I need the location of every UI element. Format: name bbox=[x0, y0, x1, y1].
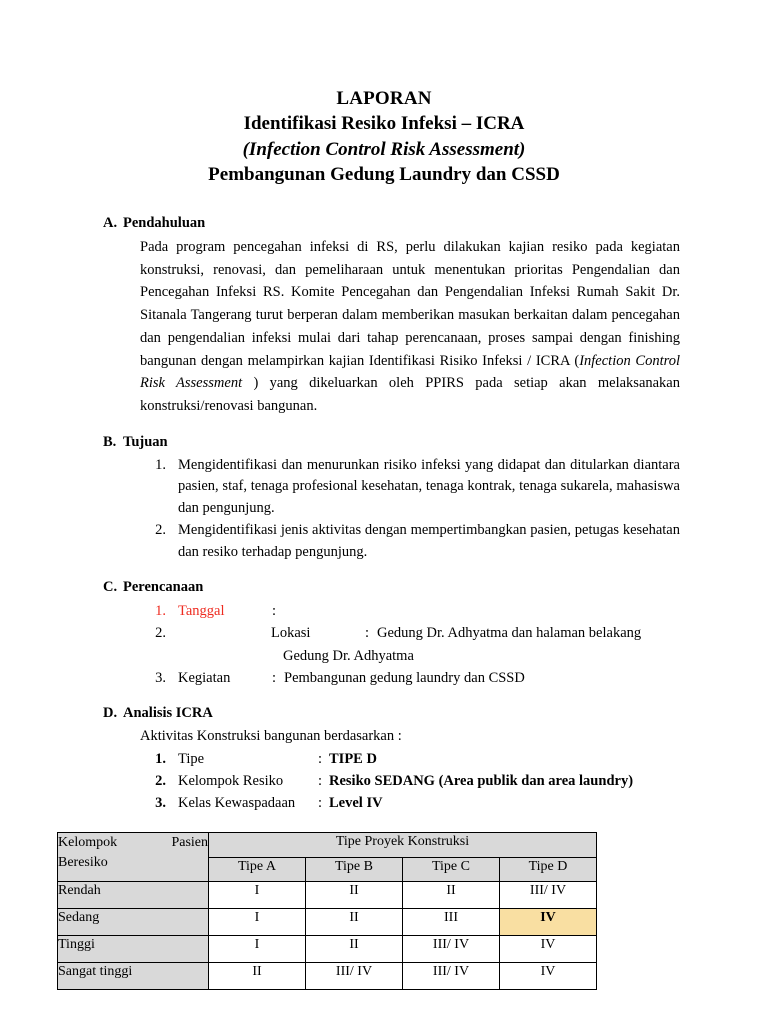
section-b-heading bbox=[103, 432, 680, 454]
table-cell: III/ IV bbox=[403, 963, 500, 990]
title-line-english: (Infection Control Risk Assessment) bbox=[242, 138, 526, 160]
table-group-header: Tipe Proyek Konstruksi bbox=[209, 833, 597, 858]
plan-row-label: Lokasi bbox=[271, 625, 311, 642]
table-row bbox=[58, 963, 597, 990]
table-cell: III/ IV bbox=[306, 963, 403, 990]
table-cell: II bbox=[403, 882, 500, 909]
table-row bbox=[58, 936, 597, 963]
plan-row-label: Tanggal bbox=[178, 603, 225, 620]
document-body bbox=[0, 213, 768, 814]
section-c-list bbox=[140, 600, 680, 689]
plan-row-lokasi-continuation: Gedung Dr. Adhyatma bbox=[283, 647, 414, 664]
list-item-text: Mengidentifikasi jenis aktivitas dengan mempertimbangkan pasien, petugas kesehatan dan resiko terhadap pengunjung. bbox=[178, 521, 680, 560]
section-tujuan bbox=[103, 432, 680, 564]
table-row bbox=[58, 909, 597, 936]
section-b-letter: B. bbox=[103, 433, 117, 450]
section-d-heading bbox=[103, 703, 680, 725]
plan-row-index: 2. bbox=[155, 625, 166, 642]
plan-row-value: Gedung Dr. Adhyatma dan halaman belakang bbox=[377, 625, 642, 642]
list-item bbox=[140, 520, 680, 564]
section-perencanaan bbox=[103, 577, 680, 689]
table-cell-highlighted: IV bbox=[500, 909, 597, 936]
list-item-text: Mengidentifikasi dan menurunkan risiko infeksi yang didapat dan ditularkan diantara pasien, staf, tenaga profesional kesehatan, tenaga kontrak, tenaga sukarela, mahasiswa dan pengunjung. bbox=[178, 456, 680, 517]
table-row-label-sedang: Sedang bbox=[58, 909, 209, 936]
analysis-row-index: 1. bbox=[155, 750, 166, 767]
section-analisis-icra bbox=[103, 703, 680, 814]
list-item-index: 1. bbox=[155, 456, 166, 473]
plan-row-colon: : bbox=[272, 670, 277, 687]
title-line-laporan: LAPORAN bbox=[336, 88, 432, 109]
table-row bbox=[58, 882, 597, 909]
analysis-row-kelompok-resiko bbox=[140, 770, 680, 792]
section-a-letter: A. bbox=[103, 215, 118, 232]
section-b-title: Tujuan bbox=[123, 433, 168, 450]
analysis-row-value: TIPE D bbox=[329, 750, 377, 767]
table-column-header-tipe-a: Tipe A bbox=[209, 857, 306, 882]
section-d-letter: D. bbox=[103, 705, 118, 722]
analysis-row-label: Tipe bbox=[178, 750, 205, 767]
table-cell: III/ IV bbox=[403, 936, 500, 963]
title-line-subject: Identifikasi Resiko Infeksi – ICRA bbox=[243, 113, 525, 135]
section-c-heading bbox=[103, 577, 680, 599]
table-cell: IV bbox=[500, 936, 597, 963]
section-c-title: Perencanaan bbox=[123, 579, 204, 596]
plan-row-index: 1. bbox=[155, 603, 166, 620]
table-corner-header: Kelompok Pasien Beresiko bbox=[58, 833, 209, 882]
plan-row-index: 3. bbox=[155, 670, 166, 687]
table-row-label-sangat-tinggi: Sangat tinggi bbox=[58, 963, 209, 990]
analysis-row-colon: : bbox=[318, 750, 323, 767]
plan-row-colon: : bbox=[272, 603, 277, 620]
analysis-row-label: Kelompok Resiko bbox=[178, 773, 284, 790]
plan-row-lokasi bbox=[140, 622, 680, 644]
plan-row-label: Kegiatan bbox=[178, 670, 231, 687]
analysis-row-label: Kelas Kewaspadaan bbox=[178, 795, 296, 812]
table-column-header-tipe-d: Tipe D bbox=[500, 857, 597, 882]
plan-row-tanggal bbox=[140, 600, 680, 622]
list-item bbox=[140, 455, 680, 520]
section-a-title: Pendahuluan bbox=[123, 215, 206, 232]
icra-matrix-table bbox=[57, 832, 597, 990]
table-cell: II bbox=[306, 882, 403, 909]
analysis-row-index: 3. bbox=[155, 795, 166, 812]
table-cell: II bbox=[306, 936, 403, 963]
plan-row-value: Pembangunan gedung laundry dan CSSD bbox=[284, 670, 525, 687]
table-row-label-tinggi: Tinggi bbox=[58, 936, 209, 963]
section-pendahuluan bbox=[103, 213, 680, 418]
icra-matrix-table-wrapper bbox=[57, 832, 597, 990]
table-cell: I bbox=[209, 936, 306, 963]
table-cell: I bbox=[209, 882, 306, 909]
analysis-row-colon: : bbox=[318, 773, 323, 790]
section-a-text-2: ) yang dikeluarkan oleh PPIRS pada setiap akan melaksanakan konstruksi/renovasi bangunan. bbox=[140, 375, 680, 415]
table-column-header-tipe-b: Tipe B bbox=[306, 857, 403, 882]
analysis-row-kelas-kewaspadaan bbox=[140, 792, 680, 814]
analysis-row-colon: : bbox=[318, 795, 323, 812]
table-column-header-tipe-c: Tipe C bbox=[403, 857, 500, 882]
analysis-row-tipe bbox=[140, 748, 680, 770]
plan-row-colon: : bbox=[365, 625, 370, 642]
table-cell: III/ IV bbox=[500, 882, 597, 909]
section-b-list bbox=[140, 455, 680, 564]
section-d-list bbox=[140, 748, 680, 815]
section-a-text-italic: Infection Control Risk Assessment bbox=[140, 352, 681, 392]
plan-row-kegiatan bbox=[140, 667, 680, 689]
section-c-letter: C. bbox=[103, 579, 118, 596]
section-a-paragraph bbox=[140, 236, 680, 418]
analysis-row-value: Resiko SEDANG (Area publik dan area laundry) bbox=[329, 773, 634, 790]
table-cell: II bbox=[209, 963, 306, 990]
document-title-block bbox=[0, 0, 768, 187]
table-cell: I bbox=[209, 909, 306, 936]
list-item-index: 2. bbox=[155, 521, 166, 538]
section-d-title: Analisis ICRA bbox=[123, 705, 213, 722]
table-cell: IV bbox=[500, 963, 597, 990]
title-line-project: Pembangunan Gedung Laundry dan CSSD bbox=[208, 163, 560, 185]
table-cell: III bbox=[403, 909, 500, 936]
section-a-heading bbox=[103, 213, 680, 235]
analysis-row-value: Level IV bbox=[329, 795, 383, 812]
table-cell: II bbox=[306, 909, 403, 936]
analysis-row-index: 2. bbox=[155, 773, 166, 790]
section-d-intro: Aktivitas Konstruksi bangunan berdasarkan : bbox=[140, 728, 402, 745]
section-a-text-1: Pada program pencegahan infeksi di RS, perlu dilakukan kajian resiko pada kegiatan konstruksi, renovasi, dan pemeliharaan untuk menentukan prioritas Pengendalian dan Pencegahan Infeksi RS. Komite Pencegahan dan Pengendalian Infeksi Rumah Sakit Dr. Sitanala Tangerang turut berperan dalam memberikan masukan berkaitan dalam pencegahan dan pengendalian infeksi mulai dari tahap perencanaan, proses sampai dengan finishing bangunan dengan melampirkan kajian Identifikasi Risiko Infeksi / ICRA ( bbox=[140, 238, 680, 369]
table-header-row-top bbox=[58, 833, 597, 858]
table-row-label-rendah: Rendah bbox=[58, 882, 209, 909]
